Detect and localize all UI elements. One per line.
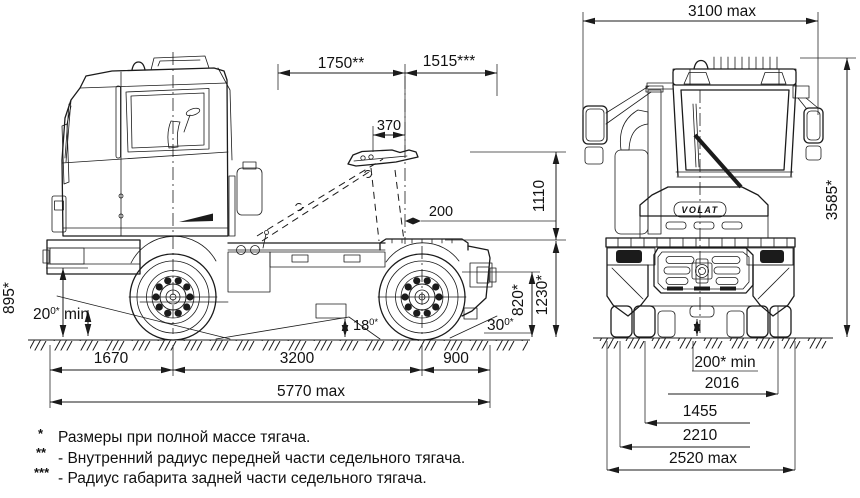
rear-roof-lights <box>684 73 786 85</box>
rear-beacon <box>694 61 708 70</box>
dim-label-body-width: 2210 <box>682 427 718 444</box>
rear-ground <box>593 338 833 349</box>
dim-overall-width-mirrors <box>583 3 818 115</box>
rear-view <box>583 3 856 470</box>
dim-label-front-overhang: 1670 <box>93 350 129 367</box>
rear-wheels-right <box>727 306 791 337</box>
dim-front-radius <box>278 55 405 150</box>
dim-label-track-outer: 2016 <box>704 375 740 392</box>
rear-right-lamp <box>760 250 784 263</box>
dim-label-overall-height: 3585* <box>824 179 841 221</box>
door-handle-rail <box>116 86 121 158</box>
behind-cab-equipment <box>228 162 270 292</box>
rear-grille <box>654 248 753 293</box>
dim-label-ramp-angle: $18^{0*}$ <box>353 317 379 334</box>
tow-coupling <box>692 259 712 283</box>
expansion-tank <box>237 168 262 215</box>
side-view <box>1 52 566 408</box>
dim-rear-radius <box>405 53 497 96</box>
dim-label-front-height: 895* <box>1 282 18 314</box>
dim-label-lift-stroke: 1110 <box>531 179 548 213</box>
dim-label-front-radius: 1750** <box>317 55 365 72</box>
dim-departure-angle <box>484 317 533 334</box>
footnote-marker-1: * <box>38 426 44 441</box>
rear-panel <box>462 246 490 316</box>
rear-fender <box>380 239 468 250</box>
footnote-marker-3: *** <box>34 465 50 480</box>
brand-logo: VOLAT <box>681 205 719 215</box>
dim-label-plate-offset: 370 <box>376 118 402 134</box>
dim-label-frame-height: 1230* <box>534 274 551 316</box>
rear-body <box>606 238 795 317</box>
dim-front-height <box>1 268 88 337</box>
rear-antennas <box>714 57 777 69</box>
footnote-marker-2: ** <box>36 445 47 460</box>
dim-label-rear-radius: 1515*** <box>422 53 476 70</box>
front-tow-lug <box>43 250 49 263</box>
dim-frame-height <box>534 241 556 337</box>
cab-rear-rail <box>218 68 232 160</box>
footnote-text-1: Размеры при полной массе тягача. <box>58 429 311 446</box>
rear-left-mirror <box>583 86 651 164</box>
dim-lift-stroke <box>445 152 566 240</box>
dim-label-overall-width: 2520 max <box>668 450 738 467</box>
footnote-text-3: - Радиус габарита задней части седельного тягача. <box>58 470 427 487</box>
side-ground <box>28 340 530 351</box>
rear-wheel-arch <box>386 243 459 262</box>
footnote-text-2: - Внутренний радиус передней части седельного тягача. <box>58 450 466 467</box>
side-cab <box>52 56 232 236</box>
dim-label-saddle-height: 820* <box>510 284 527 316</box>
dim-label-overall-length: 5770 max <box>276 383 346 400</box>
dim-label-coupling-travel: 200 <box>428 204 454 220</box>
rear-cab <box>647 57 796 187</box>
dim-label-approach-angle: $20^{0*}$ min <box>33 306 89 323</box>
dim-label-departure-angle: $30^{0*}$ <box>487 317 514 334</box>
dim-label-ground-clearance: 200* min <box>694 354 756 371</box>
rear-left-lamp <box>616 250 642 263</box>
rear-engine-cover <box>640 187 768 238</box>
dim-label-overall-width-mirrors: 3100 max <box>687 3 757 20</box>
dim-label-track-inner: 1455 <box>682 403 718 420</box>
dim-approach-angle <box>33 306 89 336</box>
cab-step-wedge <box>179 214 213 223</box>
rear-exhaust-stack <box>615 86 663 234</box>
side-beacon <box>132 62 145 70</box>
fifth-wheel-linkage-dashed <box>257 159 404 241</box>
front-wheel-arch <box>131 236 216 263</box>
dim-bottom-chain <box>50 345 490 408</box>
axle-housing <box>690 306 714 317</box>
dim-label-rear-overhang: 900 <box>443 350 469 367</box>
fifth-wheel-plate <box>348 150 418 166</box>
footnotes <box>34 426 465 487</box>
side-cab-window <box>126 89 209 153</box>
dim-plate-offset <box>373 118 405 152</box>
dim-track-outer <box>668 306 778 394</box>
rear-right-mirror <box>793 86 823 160</box>
dim-label-wheelbase: 3200 <box>279 350 315 367</box>
